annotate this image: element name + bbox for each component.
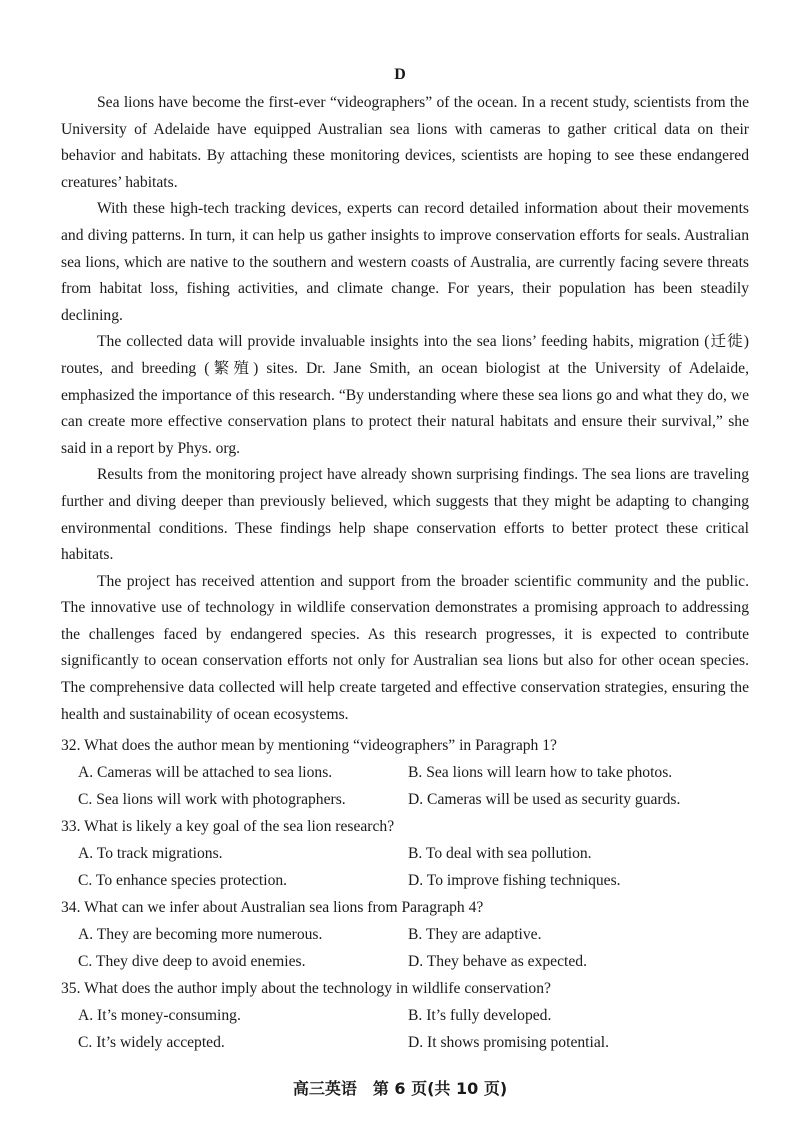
question-list — [61, 732, 749, 1056]
page-footer: 高三英语 第 6 页(共 10 页) — [292, 1079, 508, 1098]
option-c: C. Sea lions will work with photographers. — [78, 791, 346, 808]
paragraph-2: With these high-tech tracking devices, experts can record detailed information about their movements and diving patterns. In turn, it can help us gather insights to improve conservation efforts for seals. Australian sea lions, which are native to the southern and western coasts of Australia, are currently facing severe threats from habitat loss, fishing activities, and climate change. For years, their population has been steadily declining. — [61, 200, 749, 324]
question-stem: 35. What does the author imply about the technology in wildlife conservation? — [61, 980, 551, 997]
question-stem: 32. What does the author mean by mentioning “videographers” in Paragraph 1? — [61, 737, 557, 754]
option-c: C. It’s widely accepted. — [78, 1034, 225, 1051]
question-34 — [61, 894, 749, 975]
option-c: C. They dive deep to avoid enemies. — [78, 953, 306, 970]
paragraph-1: Sea lions have become the first-ever “videographers” of the ocean. In a recent study, scientists from the University of Adelaide have equipped Australian sea lions with cameras to gather critical data on their behavior and habitats. By attaching these monitoring devices, scientists are hoping to see these endangered creatures’ habitats. — [61, 94, 749, 191]
option-a: A. Cameras will be attached to sea lions. — [78, 764, 333, 781]
option-a: A. They are becoming more numerous. — [78, 926, 323, 943]
option-d: D. Cameras will be used as security guards. — [408, 791, 681, 808]
option-a: A. To track migrations. — [78, 845, 223, 862]
option-d: D. It shows promising potential. — [408, 1034, 609, 1051]
option-c: C. To enhance species protection. — [78, 872, 288, 889]
option-b: B. They are adaptive. — [408, 926, 542, 943]
option-d: D. To improve fishing techniques. — [408, 872, 621, 889]
passage — [61, 90, 749, 728]
option-b: B. It’s fully developed. — [408, 1007, 552, 1024]
option-d: D. They behave as expected. — [408, 953, 587, 970]
paragraph-3: The collected data will provide invaluable insights into the sea lions’ feeding habits, migration (迁徙) routes, and breeding (繁殖) sites. Dr. Jane Smith, an ocean biologist at the University of Adelaide, emphasized the importance of this research. “By understanding where these sea lions go and what they do, we can create more effective conservation plans to protect their natural habitats and ensure their survival,” she said in a report by Phys. org. — [61, 333, 749, 457]
option-b: B. To deal with sea pollution. — [408, 845, 592, 862]
option-b: B. Sea lions will learn how to take photos. — [408, 764, 673, 781]
question-stem: 33. What is likely a key goal of the sea lion research? — [61, 818, 395, 835]
option-a: A. It’s money-consuming. — [78, 1007, 241, 1024]
question-33 — [61, 813, 749, 894]
question-32 — [61, 732, 749, 813]
section-title: D — [394, 66, 406, 83]
paragraph-5: The project has received attention and support from the broader scientific community and the public. The innovative use of technology in wildlife conservation demonstrates a promising approach to addressing the challenges faced by endangered species. As this research progresses, it is expected to contribute significantly to ocean conservation efforts not only for Australian sea lions but also for other ocean species. The comprehensive data collected will help create targeted and effective conservation strategies, ensuring the health and sustainability of ocean ecosystems. — [61, 572, 749, 723]
question-35 — [61, 975, 749, 1056]
paragraph-4: Results from the monitoring project have already shown surprising findings. The sea lions are traveling further and diving deeper than previously believed, which suggests that they might be adapting to changing environmental conditions. These findings help shape conservation efforts to better protect these critical habitats. — [61, 466, 749, 564]
question-stem: 34. What can we infer about Australian sea lions from Paragraph 4? — [61, 899, 484, 916]
